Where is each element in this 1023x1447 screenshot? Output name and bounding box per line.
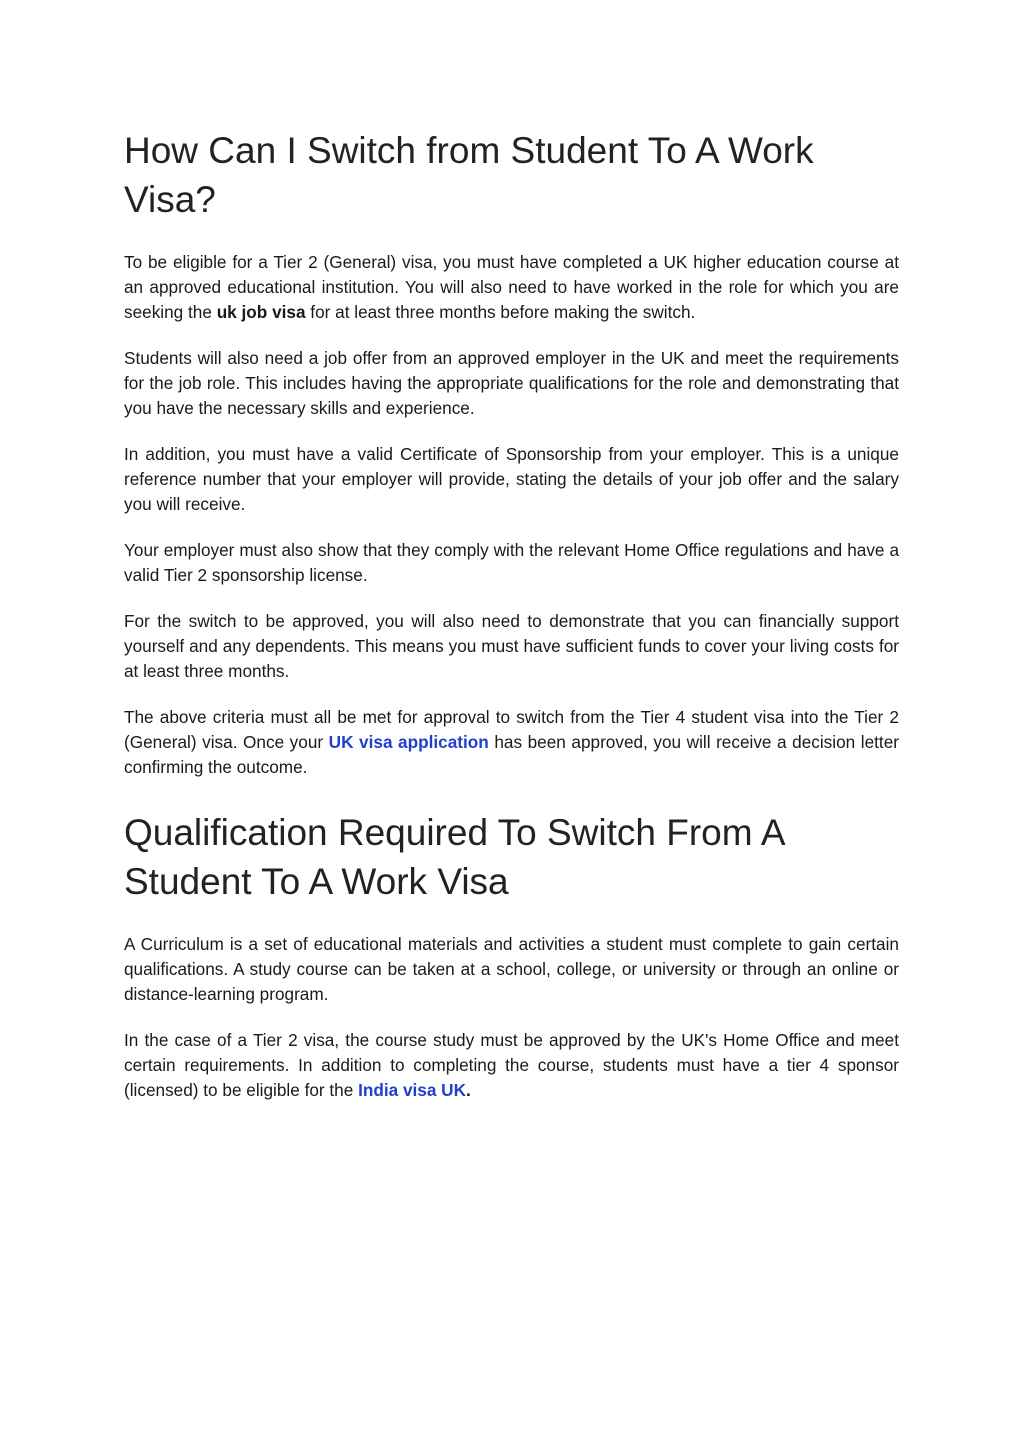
section-1-paragraph-5: For the switch to be approved, you will also need to demonstrate that you can financially support yourself and any dependents. This means you must have sufficient funds to cover your living costs for at least three months. (124, 611, 899, 681)
document-page (124, 126, 899, 1124)
section-1-paragraph-2: Students will also need a job offer from an approved employer in the UK and meet the requirements for the job role. This includes having the appropriate qualifications for the role and demonstrating that you have the necessary skills and experience. (124, 348, 899, 418)
paragraph-text: The above criteria must all be met for approval to switch from the Tier 4 student visa into the Tier 2 (General) visa. Once your (124, 707, 899, 752)
section-1-paragraph-1 (124, 250, 899, 325)
section-1-heading: How Can I Switch from Student To A Work Visa? (124, 130, 814, 220)
section-2-paragraph-1: A Curriculum is a set of educational materials and activities a student must complete to gain certain qualifications. A study course can be taken at a school, college, or university or through an online or distance-learning program. (124, 934, 899, 1004)
bold-phrase-uk-job-visa: uk job visa (216, 302, 306, 322)
section-1-paragraph-3: In addition, you must have a valid Certificate of Sponsorship from your employer. This is a unique reference number that your employer will provide, stating the details of your job offer and the salary you will receive. (124, 444, 899, 514)
section-1-paragraph-6 (124, 705, 899, 780)
uk-visa-application-link[interactable]: UK visa application (328, 732, 489, 752)
paragraph-text: for at least three months before making the switch. (305, 302, 696, 322)
paragraph-text: has been approved, you will receive a decision letter confirming the outcome. (124, 732, 899, 777)
paragraph-period: . (466, 1080, 471, 1100)
section-2-paragraph-2 (124, 1028, 899, 1103)
paragraph-text: In the case of a Tier 2 visa, the course study must be approved by the UK's Home Office and meet certain requirements. In addition to completing the course, students must have a tier 4 sponsor (licensed) to be eligible for the (124, 1030, 899, 1100)
india-visa-uk-link[interactable]: India visa UK (358, 1080, 467, 1100)
section-1-paragraph-4: Your employer must also show that they comply with the relevant Home Office regulations and have a valid Tier 2 sponsorship license. (124, 540, 899, 585)
paragraph-text: To be eligible for a Tier 2 (General) visa, you must have completed a UK higher education course at an approved educational institution. You will also need to have worked in the role for which you are seeking the (124, 252, 899, 322)
section-2-heading: Qualification Required To Switch From A Student To A Work Visa (124, 812, 784, 902)
